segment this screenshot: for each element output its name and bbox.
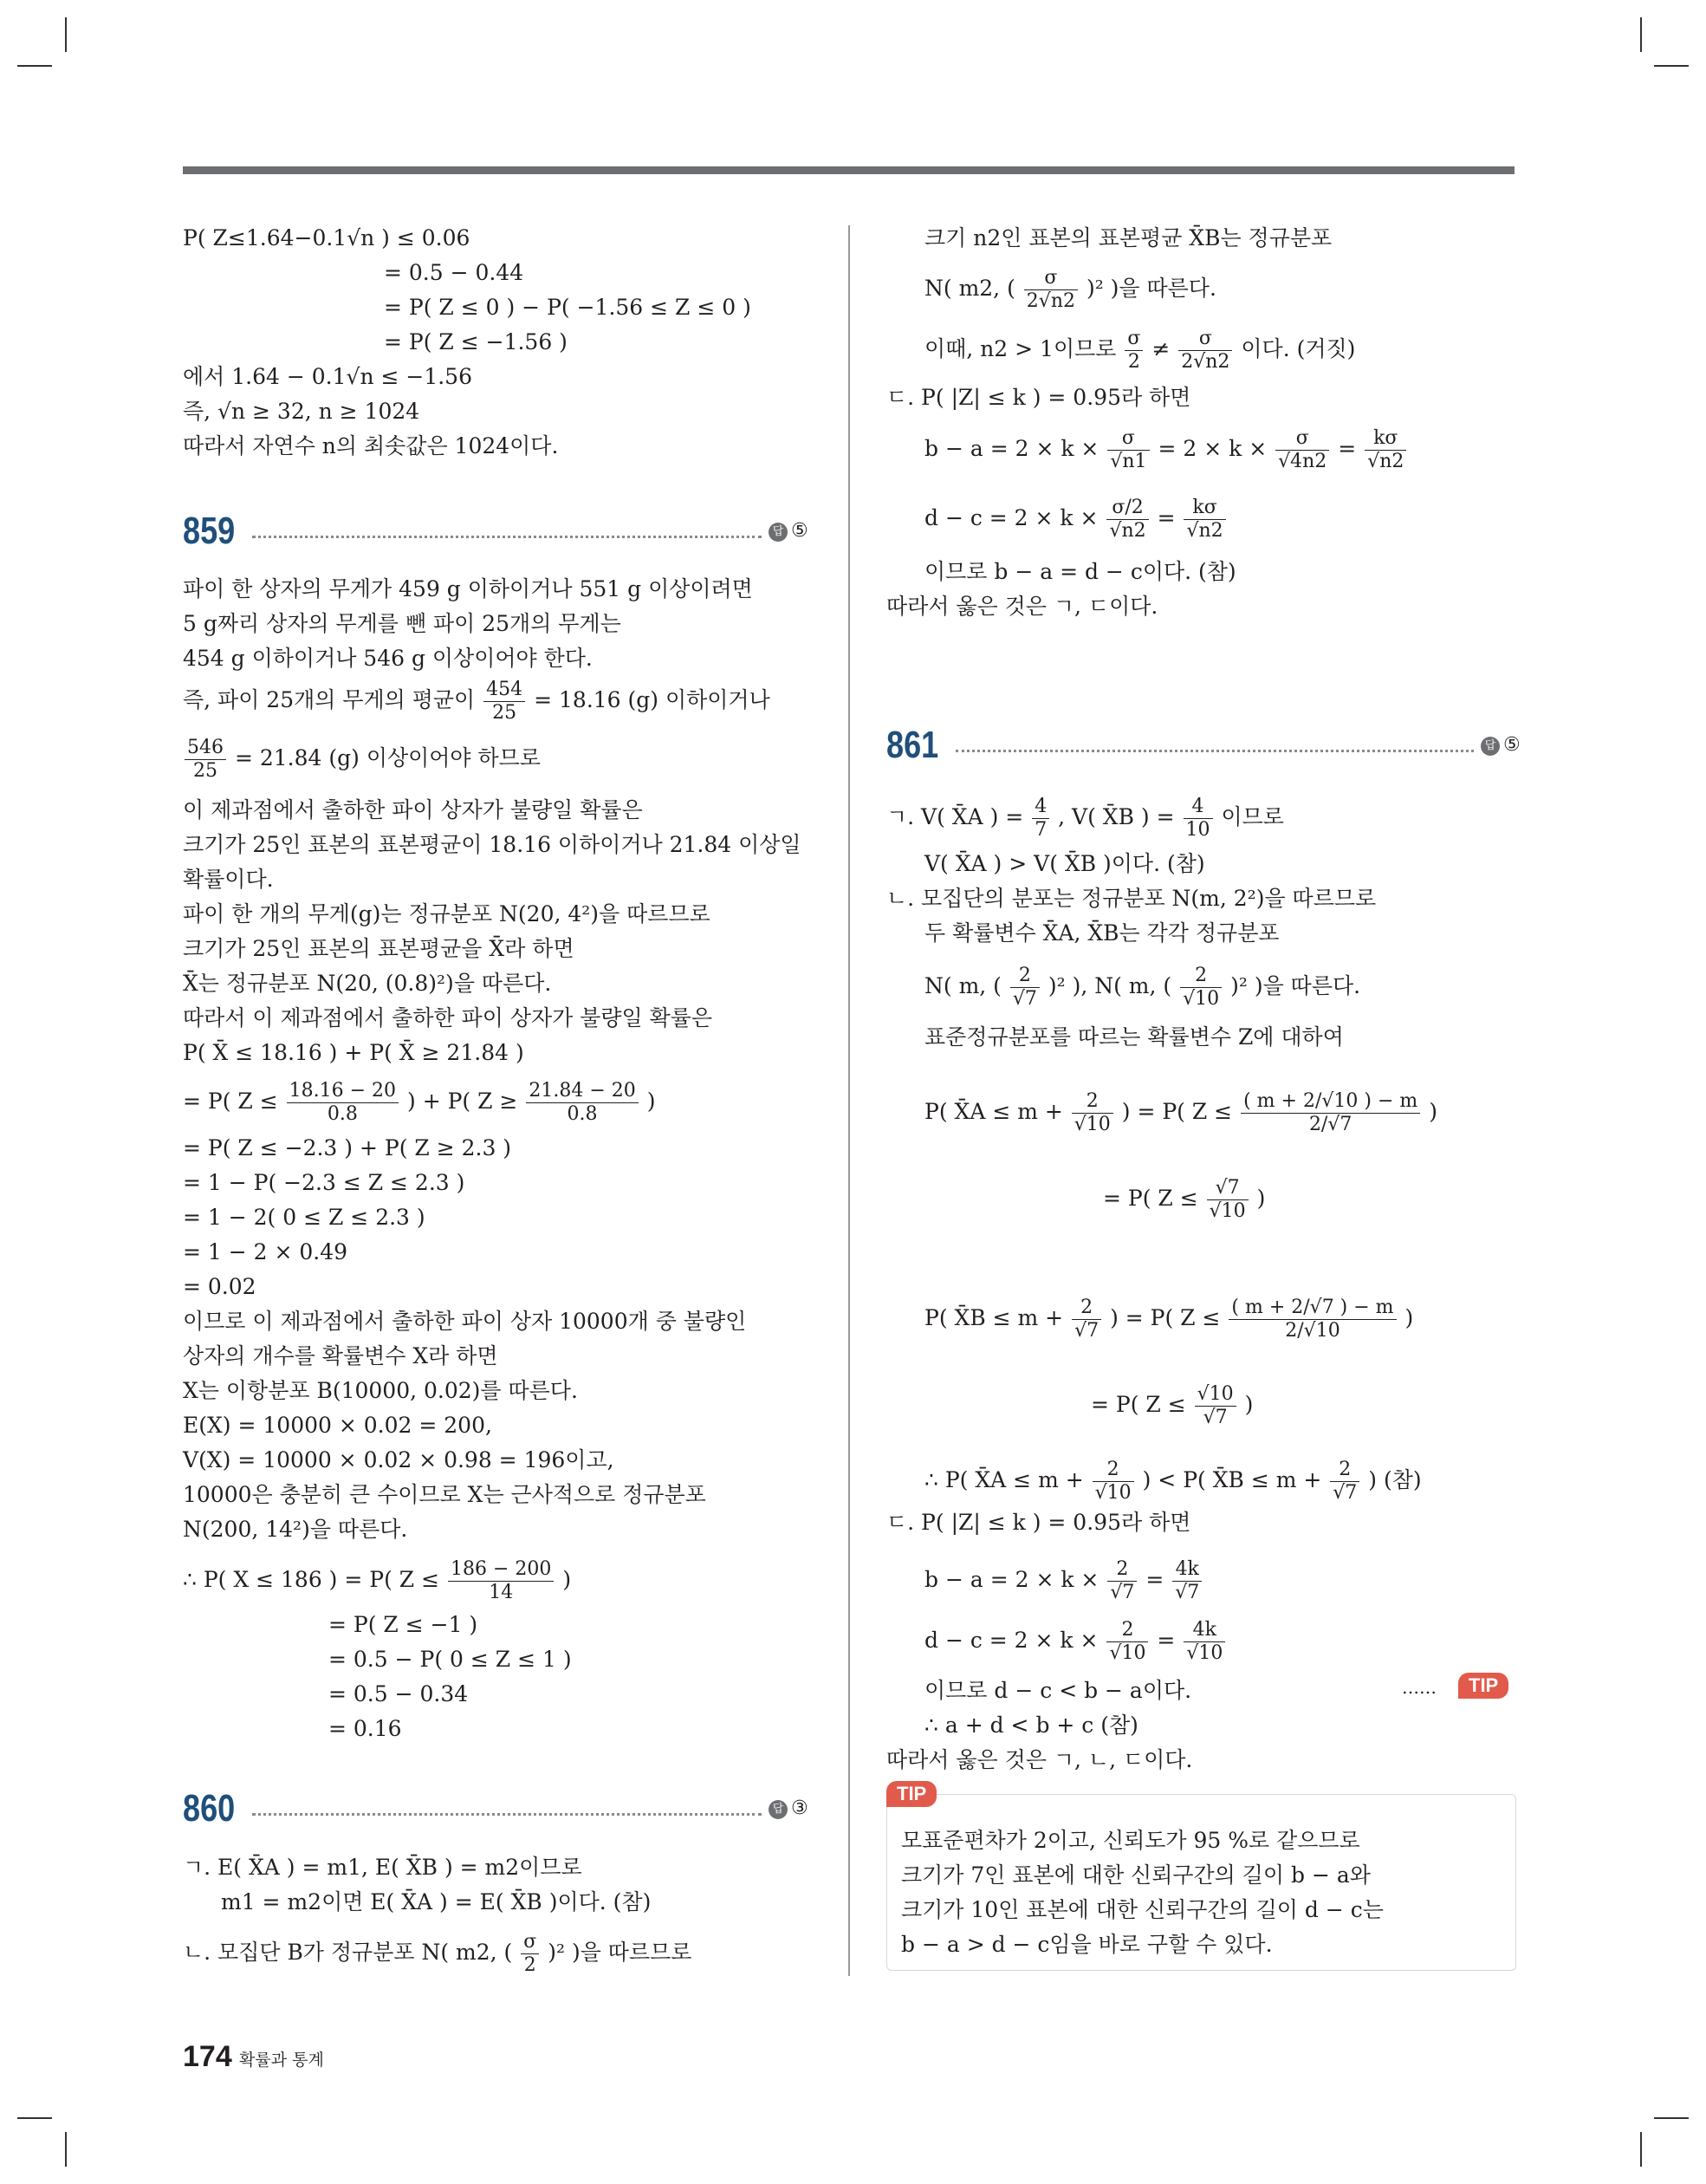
text-line: = 1 − 2 × 0.49 — [183, 1239, 348, 1264]
text: )² )을 따른다. — [1230, 973, 1361, 998]
text: = — [1157, 1628, 1176, 1653]
fraction — [1275, 427, 1329, 473]
numerator: 4k — [1184, 1619, 1225, 1642]
page-number: 174 — [183, 2040, 232, 2073]
formula-line — [183, 679, 770, 725]
answer-number: ⑤ — [1503, 734, 1521, 756]
fraction — [1032, 796, 1049, 842]
text: ) < P( X̄B ≤ m + — [1142, 1467, 1322, 1492]
formula-line — [183, 1931, 691, 1977]
formula-line — [924, 1297, 1413, 1342]
numerator: 454 — [483, 679, 525, 702]
numerator: √7 — [1207, 1177, 1249, 1200]
crop-mark — [65, 17, 67, 52]
text-line: ∴ a + d < b + c (참) — [924, 1713, 1138, 1738]
header-rule — [183, 166, 1515, 174]
text-line: 파이 한 상자의 무게가 459 g 이하이거나 551 g 이상이려면 — [183, 576, 753, 601]
denominator: 2√n2 — [1181, 351, 1230, 373]
text-line: ㄱ. E( X̄A ) = m1, E( X̄B ) = m2이므로 — [183, 1855, 582, 1880]
text-line: 이므로 이 제과점에서 출하한 파이 상자 10000개 중 불량인 — [183, 1309, 747, 1334]
numerator: 2 — [1093, 1459, 1134, 1482]
text: )² )을 따르므로 — [548, 1940, 692, 1965]
denominator: √7 — [1175, 1582, 1200, 1603]
answer-marker-icon: 답 — [769, 1800, 788, 1819]
column-divider — [848, 225, 850, 1976]
tip-box — [886, 1794, 1516, 1971]
numerator: 4k — [1172, 1558, 1202, 1582]
tip-line: 크기가 10인 표본에 대한 신뢰구간의 길이 d − c는 — [901, 1897, 1384, 1922]
footer-title: 확률과 통계 — [239, 2051, 324, 2070]
text: P( X̄A ≤ m + — [924, 1099, 1063, 1124]
numerator: σ — [1024, 267, 1078, 290]
denominator: 25 — [492, 702, 517, 724]
tip-line: 모표준편차가 2이고, 신뢰도가 95 %로 같으므로 — [901, 1828, 1360, 1853]
text-line: = 0.02 — [183, 1274, 256, 1299]
denominator: √10 — [1183, 988, 1220, 1010]
text-line: X는 이항분포 B(10000, 0.02)를 따른다. — [183, 1378, 578, 1403]
denominator: 7 — [1035, 819, 1048, 841]
text-line: 즉, √n ≥ 32, n ≥ 1024 — [183, 399, 420, 424]
answer-number: ③ — [791, 1797, 808, 1819]
text-line: m1 = m2이면 E( X̄A ) = E( X̄B )이다. (참) — [221, 1889, 652, 1914]
numerator: kσ — [1184, 497, 1225, 520]
text-line: V(X) = 10000 × 0.02 × 0.98 = 196이고, — [183, 1447, 614, 1472]
fraction — [1229, 1297, 1396, 1342]
fraction — [1093, 1459, 1134, 1505]
text: = P( Z ≤ — [1103, 1186, 1198, 1211]
text-line: 파이 한 개의 무게(g)는 정규분포 N(20, 4²)을 따르므로 — [183, 901, 710, 926]
formula-line — [924, 1619, 1227, 1665]
text-line: = 0.5 − P( 0 ≤ Z ≤ 1 ) — [328, 1647, 572, 1672]
numerator: σ/2 — [1106, 497, 1148, 520]
text-line: 5 g짜리 상자의 무게를 뺀 파이 25개의 무게는 — [183, 611, 621, 636]
text-line: V( X̄A ) > V( X̄B )이다. (참) — [924, 851, 1205, 876]
numerator: σ — [1178, 328, 1232, 351]
denominator: √7 — [1074, 1320, 1099, 1342]
numerator: 2 — [1072, 1090, 1113, 1114]
text-line: P( X̄ ≤ 18.16 ) + P( X̄ ≥ 21.84 ) — [183, 1040, 524, 1065]
text: = 21.84 (g) 이상이어야 하므로 — [234, 745, 541, 770]
text-line: = P( Z ≤ 0 ) − P( −1.56 ≤ Z ≤ 0 ) — [384, 295, 751, 320]
crop-mark — [1654, 2117, 1689, 2119]
numerator: 2 — [1107, 1558, 1137, 1582]
fraction — [521, 1931, 539, 1977]
text: N( m2, ( — [924, 276, 1015, 301]
text-line: X̄는 정규분포 N(20, (0.8)²)을 따른다. — [183, 971, 552, 996]
fraction — [1072, 1297, 1101, 1342]
text: 이므로 — [1221, 804, 1284, 829]
numerator: 4 — [1184, 796, 1213, 819]
denominator: √10 — [1109, 1642, 1146, 1664]
formula-line — [924, 1459, 1422, 1505]
section-number: 859 — [183, 510, 236, 552]
fraction — [448, 1558, 554, 1604]
text-line: 크기가 25인 표본의 표본평균을 X̄라 하면 — [183, 936, 574, 961]
text: ) = P( Z ≤ — [1121, 1099, 1233, 1124]
text: = 18.16 (g) 이하이거나 — [534, 687, 770, 712]
numerator: 4 — [1032, 796, 1049, 819]
fraction — [1241, 1090, 1420, 1136]
denominator: √n2 — [1186, 520, 1223, 542]
text-line: 이므로 d − c < b − a이다. — [924, 1678, 1192, 1703]
text: b − a = 2 × k × — [924, 1567, 1099, 1592]
text: ) (참) — [1368, 1467, 1422, 1492]
denominator: 2/√10 — [1285, 1320, 1340, 1342]
formula-line — [183, 737, 541, 783]
text: ∴ P( X̄A ≤ m + — [924, 1467, 1084, 1492]
fraction — [526, 1080, 638, 1126]
denominator: 2/√7 — [1308, 1114, 1352, 1135]
fraction — [185, 737, 226, 783]
fraction — [1184, 1619, 1225, 1665]
numerator: σ — [1107, 427, 1149, 451]
fraction — [483, 679, 525, 725]
numerator: 2 — [1072, 1297, 1101, 1320]
numerator: σ — [1125, 328, 1143, 351]
section-header-861 — [886, 724, 1521, 766]
fraction — [1178, 328, 1232, 374]
denominator: √10 — [1094, 1482, 1132, 1504]
denominator: √10 — [1186, 1642, 1223, 1664]
text-line: 크기가 25인 표본의 표본평균이 18.16 이하이거나 21.84 이상일 — [183, 832, 801, 857]
text-line: = P( Z ≤ −1.56 ) — [384, 329, 568, 354]
text: = P( Z ≤ — [1091, 1392, 1186, 1417]
numerator: σ — [521, 1931, 539, 1954]
denominator: √7 — [1333, 1482, 1358, 1504]
text-line: 표준정규분포를 따르는 확률변수 Z에 대하여 — [924, 1024, 1344, 1050]
tip-box-badge: TIP — [886, 1781, 937, 1807]
text: = P( Z ≤ — [183, 1089, 278, 1114]
denominator: 2 — [1127, 351, 1140, 373]
text-line: 확률이다. — [183, 867, 274, 892]
text: 이때, n2 > 1이므로 — [924, 336, 1117, 361]
crop-mark — [17, 2117, 52, 2119]
formula-line — [1091, 1383, 1253, 1429]
formula-line — [924, 267, 1216, 313]
text: ) = P( Z ≤ — [1110, 1305, 1221, 1330]
text: N( m, ( — [924, 973, 1002, 998]
fraction — [1184, 796, 1213, 842]
text: ) — [562, 1567, 572, 1592]
text-line: 이므로 b − a = d − c이다. (참) — [924, 559, 1236, 584]
denominator: √7 — [1012, 988, 1037, 1010]
fraction — [1195, 1383, 1236, 1429]
answer-marker-icon: 답 — [769, 523, 788, 542]
text: = 2 × k × — [1158, 436, 1268, 461]
text: d − c = 2 × k × — [924, 1628, 1099, 1653]
denominator: √n1 — [1110, 451, 1147, 472]
text-line: 두 확률변수 X̄A, X̄B는 각각 정규분포 — [924, 920, 1280, 946]
text: ) — [646, 1089, 656, 1114]
denominator: 2√n2 — [1026, 290, 1075, 312]
text-line: 따라서 옳은 것은 ㄱ, ㄷ이다. — [886, 594, 1158, 619]
formula-line — [924, 1558, 1203, 1604]
formula-line — [183, 1080, 655, 1126]
text: ㄴ. 모집단 B가 정규분포 N( m2, ( — [183, 1940, 513, 1965]
answer-number: ⑤ — [791, 520, 808, 542]
text-line: = 0.5 − 0.34 — [328, 1681, 469, 1706]
numerator: 21.84 − 20 — [526, 1080, 638, 1103]
numerator: 2 — [1010, 965, 1040, 988]
fraction — [287, 1080, 399, 1126]
fraction — [1106, 1619, 1148, 1665]
denominator: √4n2 — [1278, 451, 1327, 472]
text: d − c = 2 × k × — [924, 505, 1099, 530]
section-header-859 — [183, 510, 808, 552]
text-line: 상자의 개수를 확률변수 X라 하면 — [183, 1343, 498, 1368]
dotted-leader — [956, 750, 1474, 752]
text: b − a = 2 × k × — [924, 436, 1099, 461]
formula-line — [924, 1090, 1437, 1136]
text: , V( X̄B ) = — [1058, 804, 1175, 829]
text-line: = P( Z ≤ −1 ) — [328, 1612, 478, 1637]
formula-line — [924, 328, 1355, 374]
fraction — [1125, 328, 1143, 374]
text: = — [1338, 436, 1357, 461]
text-line: 따라서 자연수 n의 최솟값은 1024이다. — [183, 433, 559, 458]
text-line: = P( Z ≤ −2.3 ) + P( Z ≥ 2.3 ) — [183, 1135, 512, 1160]
text: ≠ — [1151, 336, 1171, 361]
text-line: 454 g 이하이거나 546 g 이상이어야 한다. — [183, 646, 593, 671]
numerator: ( m + 2/√7 ) − m — [1229, 1297, 1396, 1320]
numerator: ( m + 2/√10 ) − m — [1241, 1090, 1420, 1114]
text-line: 이 제과점에서 출하한 파이 상자가 불량일 확률은 — [183, 797, 643, 822]
text-line: 에서 1.64 − 0.1√n ≤ −1.56 — [183, 364, 472, 389]
denominator: √n2 — [1367, 451, 1404, 472]
formula-line — [183, 1558, 571, 1604]
text: ) — [1429, 1099, 1437, 1124]
text: ) + P( Z ≥ — [407, 1089, 518, 1114]
text: ∴ P( X ≤ 186 ) = P( Z ≤ — [183, 1567, 440, 1592]
section-number: 860 — [183, 1787, 236, 1830]
crop-mark — [1640, 17, 1642, 52]
text-line: ㄷ. P( |Z| ≤ k ) = 0.95라 하면 — [886, 385, 1191, 410]
numerator: 2 — [1180, 965, 1222, 988]
text: P( X̄B ≤ m + — [924, 1305, 1064, 1330]
section-number: 861 — [886, 724, 939, 766]
answer-marker-icon: 답 — [1481, 737, 1500, 756]
formula-line — [924, 965, 1360, 1011]
crop-mark — [1654, 65, 1689, 67]
text-line: 따라서 옳은 것은 ㄱ, ㄴ, ㄷ이다. — [886, 1747, 1193, 1772]
formula-line — [886, 796, 1284, 842]
denominator: √n2 — [1109, 520, 1146, 542]
numerator: σ — [1275, 427, 1329, 451]
text: )² )을 따른다. — [1086, 276, 1216, 301]
denominator: √10 — [1074, 1114, 1111, 1135]
numerator: 186 − 200 — [448, 1558, 554, 1582]
text-line: E(X) = 10000 × 0.02 = 200, — [183, 1413, 492, 1438]
numerator: 2 — [1106, 1619, 1148, 1642]
fraction — [1107, 1558, 1137, 1604]
text-line: N(200, 14²)을 따른다. — [183, 1517, 408, 1542]
formula-line — [924, 427, 1408, 473]
text: )² ), N( m, ( — [1048, 973, 1172, 998]
denominator: 0.8 — [567, 1103, 598, 1125]
denominator: 10 — [1185, 819, 1210, 841]
numerator: √10 — [1195, 1383, 1236, 1407]
crop-mark — [65, 2132, 67, 2167]
denominator: √7 — [1203, 1407, 1228, 1428]
fraction — [1330, 1459, 1359, 1505]
numerator: 546 — [185, 737, 226, 760]
tip-line: 크기가 7인 표본에 대한 신뢰구간의 길이 b − a와 — [901, 1862, 1371, 1888]
numerator: 2 — [1330, 1459, 1359, 1482]
section-header-860 — [183, 1787, 808, 1830]
crop-mark — [17, 65, 52, 67]
fraction — [1180, 965, 1222, 1011]
denominator: √7 — [1110, 1582, 1135, 1603]
denominator: 25 — [193, 760, 217, 782]
tip-line: b − a > d − c임을 바로 구할 수 있다. — [901, 1932, 1273, 1957]
fraction — [1024, 267, 1078, 313]
numerator: 18.16 − 20 — [287, 1080, 399, 1103]
fraction — [1106, 497, 1148, 543]
text: ) — [1404, 1305, 1414, 1330]
text-line: 10000은 충분히 큰 수이므로 X는 근사적으로 정규분포 — [183, 1482, 706, 1507]
fraction — [1184, 497, 1225, 543]
text-line: = 1 − P( −2.3 ≤ Z ≤ 2.3 ) — [183, 1170, 465, 1195]
text-line: = 0.5 − 0.44 — [384, 260, 524, 285]
fraction — [1107, 427, 1149, 473]
text-line: 따라서 이 제과점에서 출하한 파이 상자가 불량일 확률은 — [183, 1005, 713, 1030]
text: 즉, 파이 25개의 무게의 평균이 — [183, 687, 476, 712]
text: = — [1145, 1567, 1164, 1592]
fraction — [1010, 965, 1040, 1011]
text-line: ㄴ. 모집단의 분포는 정규분포 N(m, 2²)을 따르므로 — [886, 886, 1377, 911]
tip-badge: TIP — [1458, 1673, 1508, 1699]
fraction — [1072, 1090, 1113, 1136]
fraction — [1172, 1558, 1202, 1604]
fraction — [1207, 1177, 1249, 1223]
denominator: 0.8 — [327, 1103, 358, 1125]
dotted-leader — [252, 1813, 762, 1816]
denominator: 14 — [489, 1582, 514, 1603]
dots: …… — [1402, 1677, 1437, 1698]
text-line: ㄷ. P( |Z| ≤ k ) = 0.95라 하면 — [886, 1510, 1191, 1535]
text-line: 크기 n2인 표본의 표본평균 X̄B는 정규분포 — [924, 225, 1333, 250]
formula-line — [924, 497, 1228, 543]
text-line: = 1 − 2( 0 ≤ Z ≤ 2.3 ) — [183, 1205, 425, 1230]
text: ㄱ. V( X̄A ) = — [886, 804, 1024, 829]
text: 이다. (거짓) — [1241, 336, 1356, 361]
text: = — [1157, 505, 1176, 530]
crop-mark — [1640, 2132, 1642, 2167]
text-line: = 0.16 — [328, 1716, 402, 1741]
denominator: √10 — [1209, 1200, 1246, 1222]
formula-line — [1103, 1177, 1265, 1223]
denominator: 2 — [523, 1954, 536, 1976]
dotted-leader — [252, 536, 762, 538]
text: ) — [1256, 1186, 1266, 1211]
text-line: P( Z≤1.64−0.1√n ) ≤ 0.06 — [183, 225, 470, 250]
text: ) — [1244, 1392, 1254, 1417]
numerator: kσ — [1365, 427, 1406, 451]
fraction — [1365, 427, 1406, 473]
